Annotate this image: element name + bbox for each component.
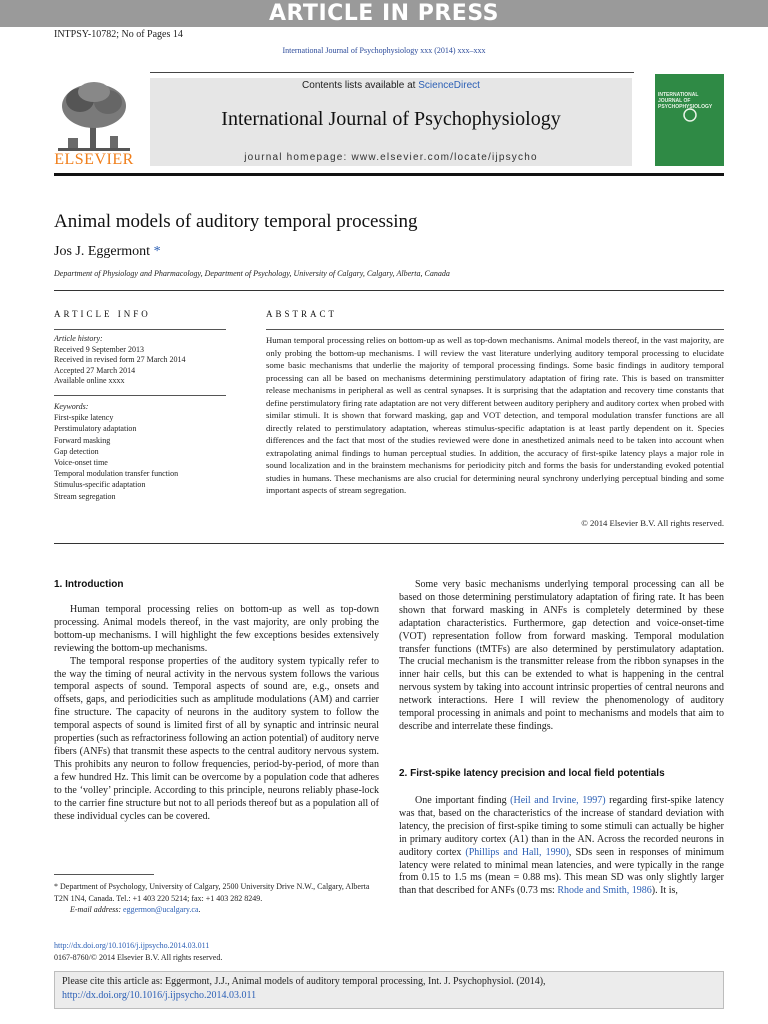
sciencedirect-link[interactable]: ScienceDirect bbox=[418, 80, 480, 91]
body-paragraph: Some very basic mechanisms underlying temporal processing can all be based on those determining perstimulatory adaptation of firing rate. It has been shown that forward masking in ANFs is completely determined by these adaptation characteristics. Furthermore, gap detection and voice-onset-time (VOT) representation follow from forward masking. Temporal modulation transfer functions (tMTFs) are also determined by perstimulatory adaptation. The crucial mechanism is the transmitter release from the ribbon synapses in the inner hair cells, but this can be extended to what is happening in the central nervous system by taking into account intrinsic properties of central neurons and network interactions. Here I will review the phenomenology of auditory temporal processing in animals and point to mechanisms and models that aim to describe and interrelate these findings. bbox=[399, 579, 724, 732]
abstract-heading: ABSTRACT bbox=[266, 309, 338, 319]
article-in-press-title: ARTICLE IN PRESS bbox=[268, 1, 500, 26]
history-item: Received 9 September 2013 bbox=[54, 344, 144, 354]
body-paragraph: The temporal response properties of the auditory system typically refer to the way the timing of neural activity in the nervous system follows the various temporal aspects of sound. Temporal aspects of sound are, e.g., onsets and offsets, gaps, and periodicities such as amplitude modulations (AM) and carrier fine structure. The capacity of neurons in the auditory system to follow the temporal aspects of sound is limited first of all by synaptic and intrinsic neural properties (such as refractoriness following an action potential) of auditory nerve fibers (ANFs) that transmit these aspects to the central auditory nervous system. This prohibits any neuron to follow frequencies, period-by-period, of more than a few hundred Hz. This limit can be overcome by a population code that adheres to the ‘volley’ principle. According to this principle, neurons reliably phase-lock to the carrier fine structure but not to all periods thereof but as a population all of these individual cycles can be covered. bbox=[54, 655, 379, 822]
keyword: Temporal modulation transfer function bbox=[54, 469, 179, 479]
manuscript-reference: INTPSY-10782; No of Pages 14 bbox=[54, 29, 183, 40]
body-right-column bbox=[399, 579, 724, 734]
body-paragraph bbox=[399, 795, 724, 898]
email-end: . bbox=[198, 905, 201, 914]
email-link[interactable]: eggermon@ucalgary.ca bbox=[123, 905, 199, 914]
title-rule bbox=[54, 290, 724, 291]
cover-title: INTERNATIONAL JOURNAL OF PSYCHOPHYSIOLOGY bbox=[658, 92, 713, 110]
journal-homepage: journal homepage: www.elsevier.com/locate/ijpsycho bbox=[244, 152, 538, 163]
doi-link[interactable]: http://dx.doi.org/10.1016/j.ijpsycho.2014.03.011 bbox=[54, 941, 210, 950]
text-run: , SDs seen in responses of minimum latency were related to minimal mean latencies, and were typically in the range from 0.15 to 1.5 ms (mean = 0.88 ms). This mean SD was only slightly larger than that described for ANFs (0.73 ms: bbox=[399, 846, 725, 897]
corresponding-author-mark[interactable]: * bbox=[153, 244, 161, 259]
body-right-column-2 bbox=[399, 795, 724, 898]
cite-this-article-text bbox=[62, 975, 722, 1003]
history-item: Available online xxxx bbox=[54, 376, 125, 386]
cover-emblem-icon bbox=[683, 108, 697, 122]
keywords-list bbox=[54, 401, 226, 502]
abstract-rule bbox=[266, 329, 724, 330]
abstract-text: Human temporal processing relies on bottom-up as well as top-down mechanisms. Animal models thereof, in the vast majority, are only probing the bottom-up mechanisms. I will review the vast literature underlying auditory temporal processing to elucidate some basic mechanisms that underlie the majority of temporal processing findings. Some basic findings in auditory temporal processing can all be based on mechanisms determining perstimulatory adaptation of firing rate. This is based on transmitter release mechanisms in peripheral as well as central synapses. It is surprising that the adaptation and recovery time constants that define perstimulatory firing rate adaptation are not very different between auditory periphery and auditory cortex when probed with similar stimuli. It is shown that forward masking, gap and VOT detection, and temporal modulation transfer functions are all directly related to perstimulatory adaptation, whereas stimulus-specific adaptation is at least partly dependent on it. Species differences and the fact that most of the studies reviewed were done in anesthetized animals need to be taken into account when extrapolating animal findings to human perceptual studies. In addition, the accuracy of first-spike latency plays a major role in sound localization and in the brainstem mechanisms for periodicity pitch and forms the basis for understanding evoked potential studies in humans. These mechanisms are also crucial for determining neural synchrony underlying perceptual binding and some important aspects of stream segregation. bbox=[266, 335, 724, 495]
email-label: E-mail address: bbox=[70, 905, 122, 914]
text-run: ). It is, bbox=[651, 885, 678, 897]
keyword: Perstimulatory adaptation bbox=[54, 424, 137, 434]
footnote-email-line bbox=[54, 904, 379, 916]
issn-line: 0167-8760/© 2014 Elsevier B.V. All rights reserved. bbox=[54, 952, 223, 962]
footnote-address bbox=[54, 881, 379, 904]
body-paragraph: Human temporal processing relies on bottom-up as well as top-down processing. Animal models thereof, in the vast majority, are only probing the bottom-up mechanisms. I will highlight the few exceptions besides extensively reviewing the bottom-up mechanisms. bbox=[54, 604, 379, 654]
citation-text: Please cite this article as: Eggermont, J.J., Animal models of auditory temporal processing, Int. J. Psychophysiol. (2014), bbox=[62, 976, 546, 987]
journal-name: International Journal of Psychophysiology bbox=[221, 108, 561, 130]
contents-prefix: Contents lists available at bbox=[302, 80, 416, 91]
keyword: Stimulus-specific adaptation bbox=[54, 480, 146, 490]
history-item: Accepted 27 March 2014 bbox=[54, 365, 136, 375]
citation-doi-link[interactable]: http://dx.doi.org/10.1016/j.ijpsycho.2014.03.011 bbox=[62, 990, 257, 1001]
section-1-title: 1. Introduction bbox=[54, 579, 124, 590]
keyword: First-spike latency bbox=[54, 413, 114, 423]
text-run: regarding first-spike latency was that, based on the characteristics of the increase of standard deviation with latency, the precision of first-spike timing to some stimuli can actually be higher in primary auditory cortex (A1) than in the AN. Across the recorded neurons in auditory cortex bbox=[399, 795, 724, 858]
keyword: Voice-onset time bbox=[54, 458, 108, 468]
footnote-rule bbox=[54, 874, 154, 875]
header-rule bbox=[150, 72, 634, 73]
author-line bbox=[54, 244, 161, 260]
history-label: Article history: bbox=[54, 334, 103, 343]
citation-link[interactable]: (Phillips and Hall, 1990) bbox=[465, 846, 569, 858]
doi-block bbox=[54, 940, 222, 963]
keyword: Forward masking bbox=[54, 435, 111, 445]
corresponding-author-footnote bbox=[54, 881, 379, 916]
author-name: Jos J. Eggermont bbox=[54, 244, 151, 259]
article-history bbox=[54, 334, 226, 387]
section-2-title: 2. First-spike latency precision and local field potentials bbox=[399, 768, 665, 779]
masthead-rule bbox=[54, 173, 724, 176]
article-info-rule bbox=[54, 329, 226, 330]
copyright-notice: © 2014 Elsevier B.V. All rights reserved. bbox=[581, 518, 724, 528]
keyword: Stream segregation bbox=[54, 491, 116, 501]
article-info-heading: ARTICLE INFO bbox=[54, 309, 151, 319]
body-rule bbox=[54, 543, 724, 544]
history-item: Received in revised form 27 March 2014 bbox=[54, 355, 186, 365]
article-title: Animal models of auditory temporal processing bbox=[54, 211, 418, 232]
affiliation: Department of Physiology and Pharmacology, Department of Psychology, University of Calgary, Calgary, Alberta, Canada bbox=[54, 269, 450, 278]
keyword: Gap detection bbox=[54, 446, 99, 456]
body-left-column bbox=[54, 604, 379, 823]
contents-availability bbox=[150, 80, 632, 91]
keywords-rule bbox=[54, 395, 226, 396]
footnote-mark: * bbox=[54, 882, 58, 891]
citation-link[interactable]: (Heil and Irvine, 1997) bbox=[510, 795, 606, 806]
text-run: One important finding bbox=[415, 795, 511, 806]
footnote-text: Department of Psychology, University of Calgary, 2500 University Drive N.W., Calgary, Alberta T2N 1N4, Canada. Tel.: +1 403 220 5214; fax: +1 403 282 8249. bbox=[54, 882, 370, 903]
keywords-label: Keywords: bbox=[54, 402, 89, 411]
elsevier-wordmark: ELSEVIER bbox=[54, 151, 134, 168]
journal-reference-link[interactable]: International Journal of Psychophysiology xxx (2014) xxx–xxx bbox=[282, 46, 486, 55]
citation-link[interactable]: Rhode and Smith, 1986 bbox=[557, 885, 652, 897]
